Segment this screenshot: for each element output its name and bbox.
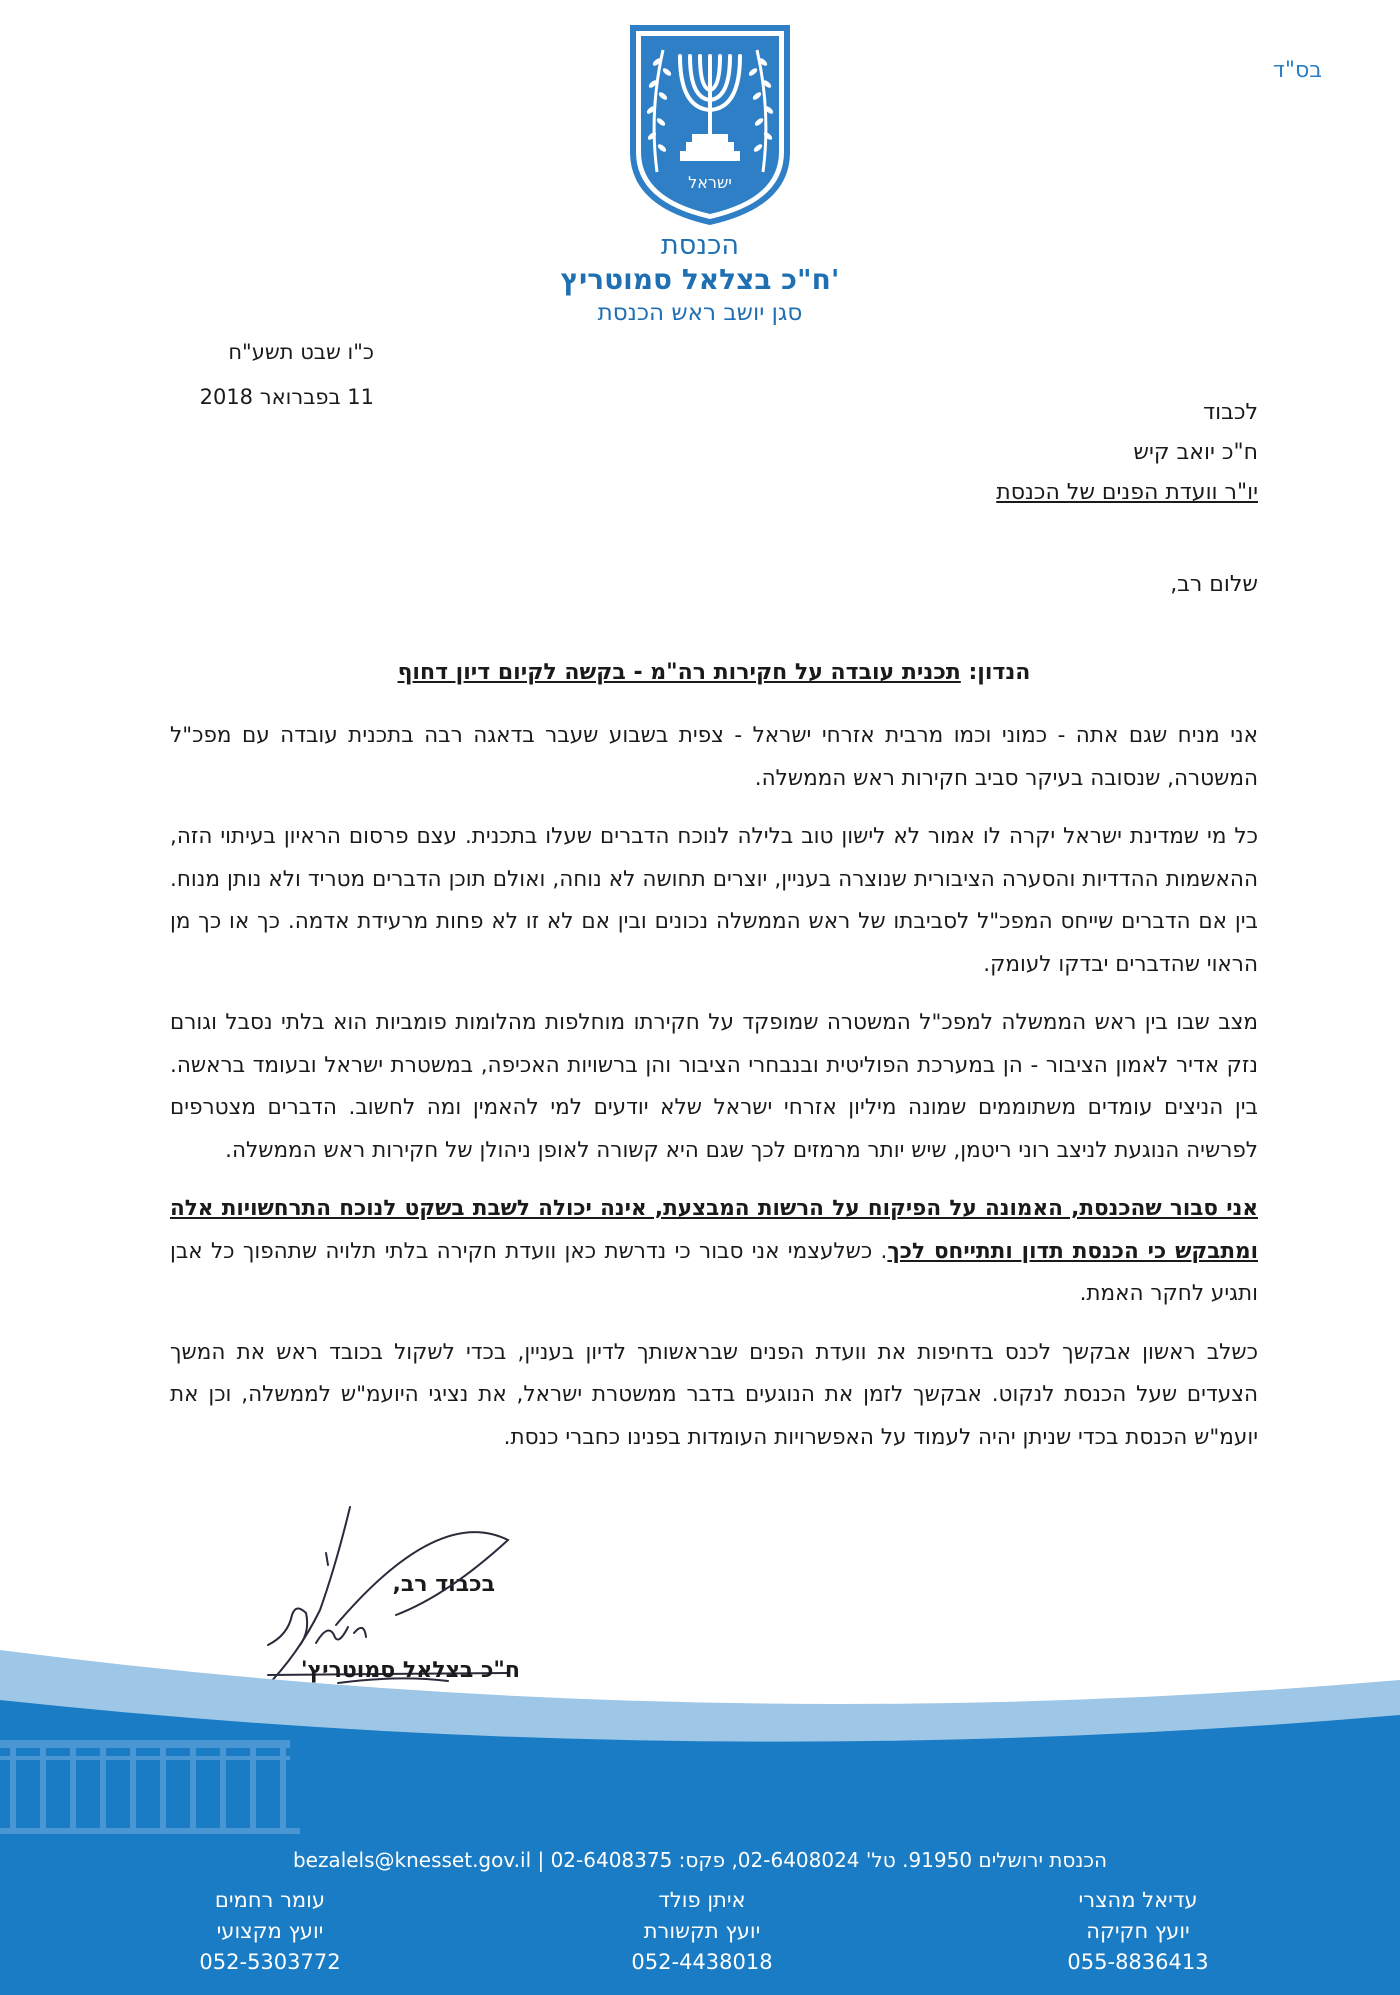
contact-name: עדיאל מהצרי [1078,1888,1198,1912]
header-mk-name: ח"כ בצלאל סמוטריץ' [560,263,840,296]
body-paragraph-5: כשלב ראשון אבקשך לכנס בדחיפות את וועדת הפנים שבראשותך לדיון בעניין, בכדי לשקול בכובד ראש את המשך הצעדים שעל הכנסת לנקוט. אבקשך לזמן את הנוגעים בדבר ממשטרת ישראל, את נציגי היועמ"ש לממשלה, וכן את יועמ"ש הכנסת בכדי שניתן יהיה לעמוד על האפשרויות העומדות בפנינו כחברי כנסת. [170,1339,1258,1450]
contact-role: יועץ חקיקה [1086,1919,1190,1943]
footer-contact-media [552,1885,852,1978]
subject-label: הנדון: [968,660,1031,685]
date-hebrew: כ"ו שבט תשע"ח [228,340,374,364]
closing-regards: בכבוד רב, [392,1572,495,1597]
greeting: שלום רב, [1170,572,1258,597]
contact-role: יועץ מקצועי [216,1919,324,1943]
signature-name: ח"כ בצלאל סמוטריץ' [300,1658,520,1683]
contact-name: עומר רחמים [214,1888,326,1912]
footer-contact-legislation [988,1885,1288,1978]
menorah-emblem-icon [627,22,793,228]
recipient-title: יו"ר וועדת הפנים של הכנסת [996,480,1258,505]
footer-contact-professional [120,1885,420,1978]
body-paragraph-2: כל מי שמדינת ישראל יקרה לו אמור לא לישון טוב בלילה לנוכח הדברים שעלו בתכנית. עצם פרסום הראיון בעיתוי הזה, ההאשמות ההדדיות והסערה הציבורית שנוצרה בעניין, יוצרים תחושה לא נוחה, ואולם תוכן הדברים מטריד ולא נותן מנוח. בין אם הדברים שייחס המפכ"ל לסביבתו של ראש הממשלה נכונים ובין אם לא זו לא פחות מרעידת אדמה. כך או כך מן הראוי שהדברים יבדקו לעומק. [170,824,1258,977]
contact-phone: 052-4438018 [631,1950,773,1974]
contact-role: יועץ תקשורת [643,1919,761,1943]
body-paragraph-4 [170,1188,1258,1316]
header-role: סגן יושב ראש הכנסת [597,300,803,326]
footer-address: הכנסת ירושלים 91950. טל' 02-6408024, פקס: 02-6408375 | bezalels@knesset.gov.il [292,1848,1108,1872]
header-knesset: הכנסת [661,230,739,261]
contact-phone: 052-5303772 [199,1950,341,1974]
bsd-mark: בס"ד [1272,58,1322,83]
body-paragraph-3: מצב שבו בין ראש הממשלה למפכ"ל המשטרה שמופקד על חקירתו מוחלפות מהלומות פומביות הוא בלתי נסבל וגורם נזק אדיר לאמון הציבור - הן במערכת הפוליטית ובנבחרי הציבור והן ברשויות האכיפה, במשטרת ישראל ובעומד בראשה. בין הניצים עומדים משתוממים שמונה מיליון אזרחי ישראל שלא יודעים למי להאמין ומה לחשוב. הדברים מצטרפים לפרשיה הנוגעת לניצב רוני ריטמן, שיש יותר מרמזים לכך שגם היא קשורה לאופן ניהולן של חקירות ראש הממשלה. [170,1010,1258,1163]
date-gregorian: 11 בפברואר 2018 [199,385,374,409]
body-paragraph-1: אני מניח שגם אתה - כמוני וכמו מרבית אזרחי ישראל - צפית בשבוע שעבר בדאגה רבה בתכנית עובדה עם מפכ"ל המשטרה, שנסובה בעיקר סביב חקירות ראש הממשלה. [170,723,1258,791]
recipient-label: לכבוד [1203,400,1258,425]
letter-body [170,715,1258,1475]
contact-name: איתן פולד [658,1888,746,1912]
contact-phone: 055-8836413 [1067,1950,1209,1974]
body-paragraph-4-underlined: אני סבור שהכנסת, האמונה על הפיקוח על הרשות המבצעת, אינה יכולה לשבת בשקט לנוכח התרחשויות אלה ומתבקש כי הכנסת תדון ותתייחס לכך [170,1196,1258,1264]
subject-text: תכנית עובדה על חקירות רה"מ - בקשה לקיום דיון דחוף [397,660,961,685]
emblem-inscription: ישראל [688,173,732,192]
recipient-name: ח"כ יואב קיש [1133,440,1258,465]
subject-line [170,660,1258,685]
body-paragraph-4-rest: . כשלעצמי אני סבור כי נדרשת כאן וועדת חקירה בלתי תלויה שתהפוך כל אבן ותגיע לחקר האמת. [170,1238,1258,1306]
